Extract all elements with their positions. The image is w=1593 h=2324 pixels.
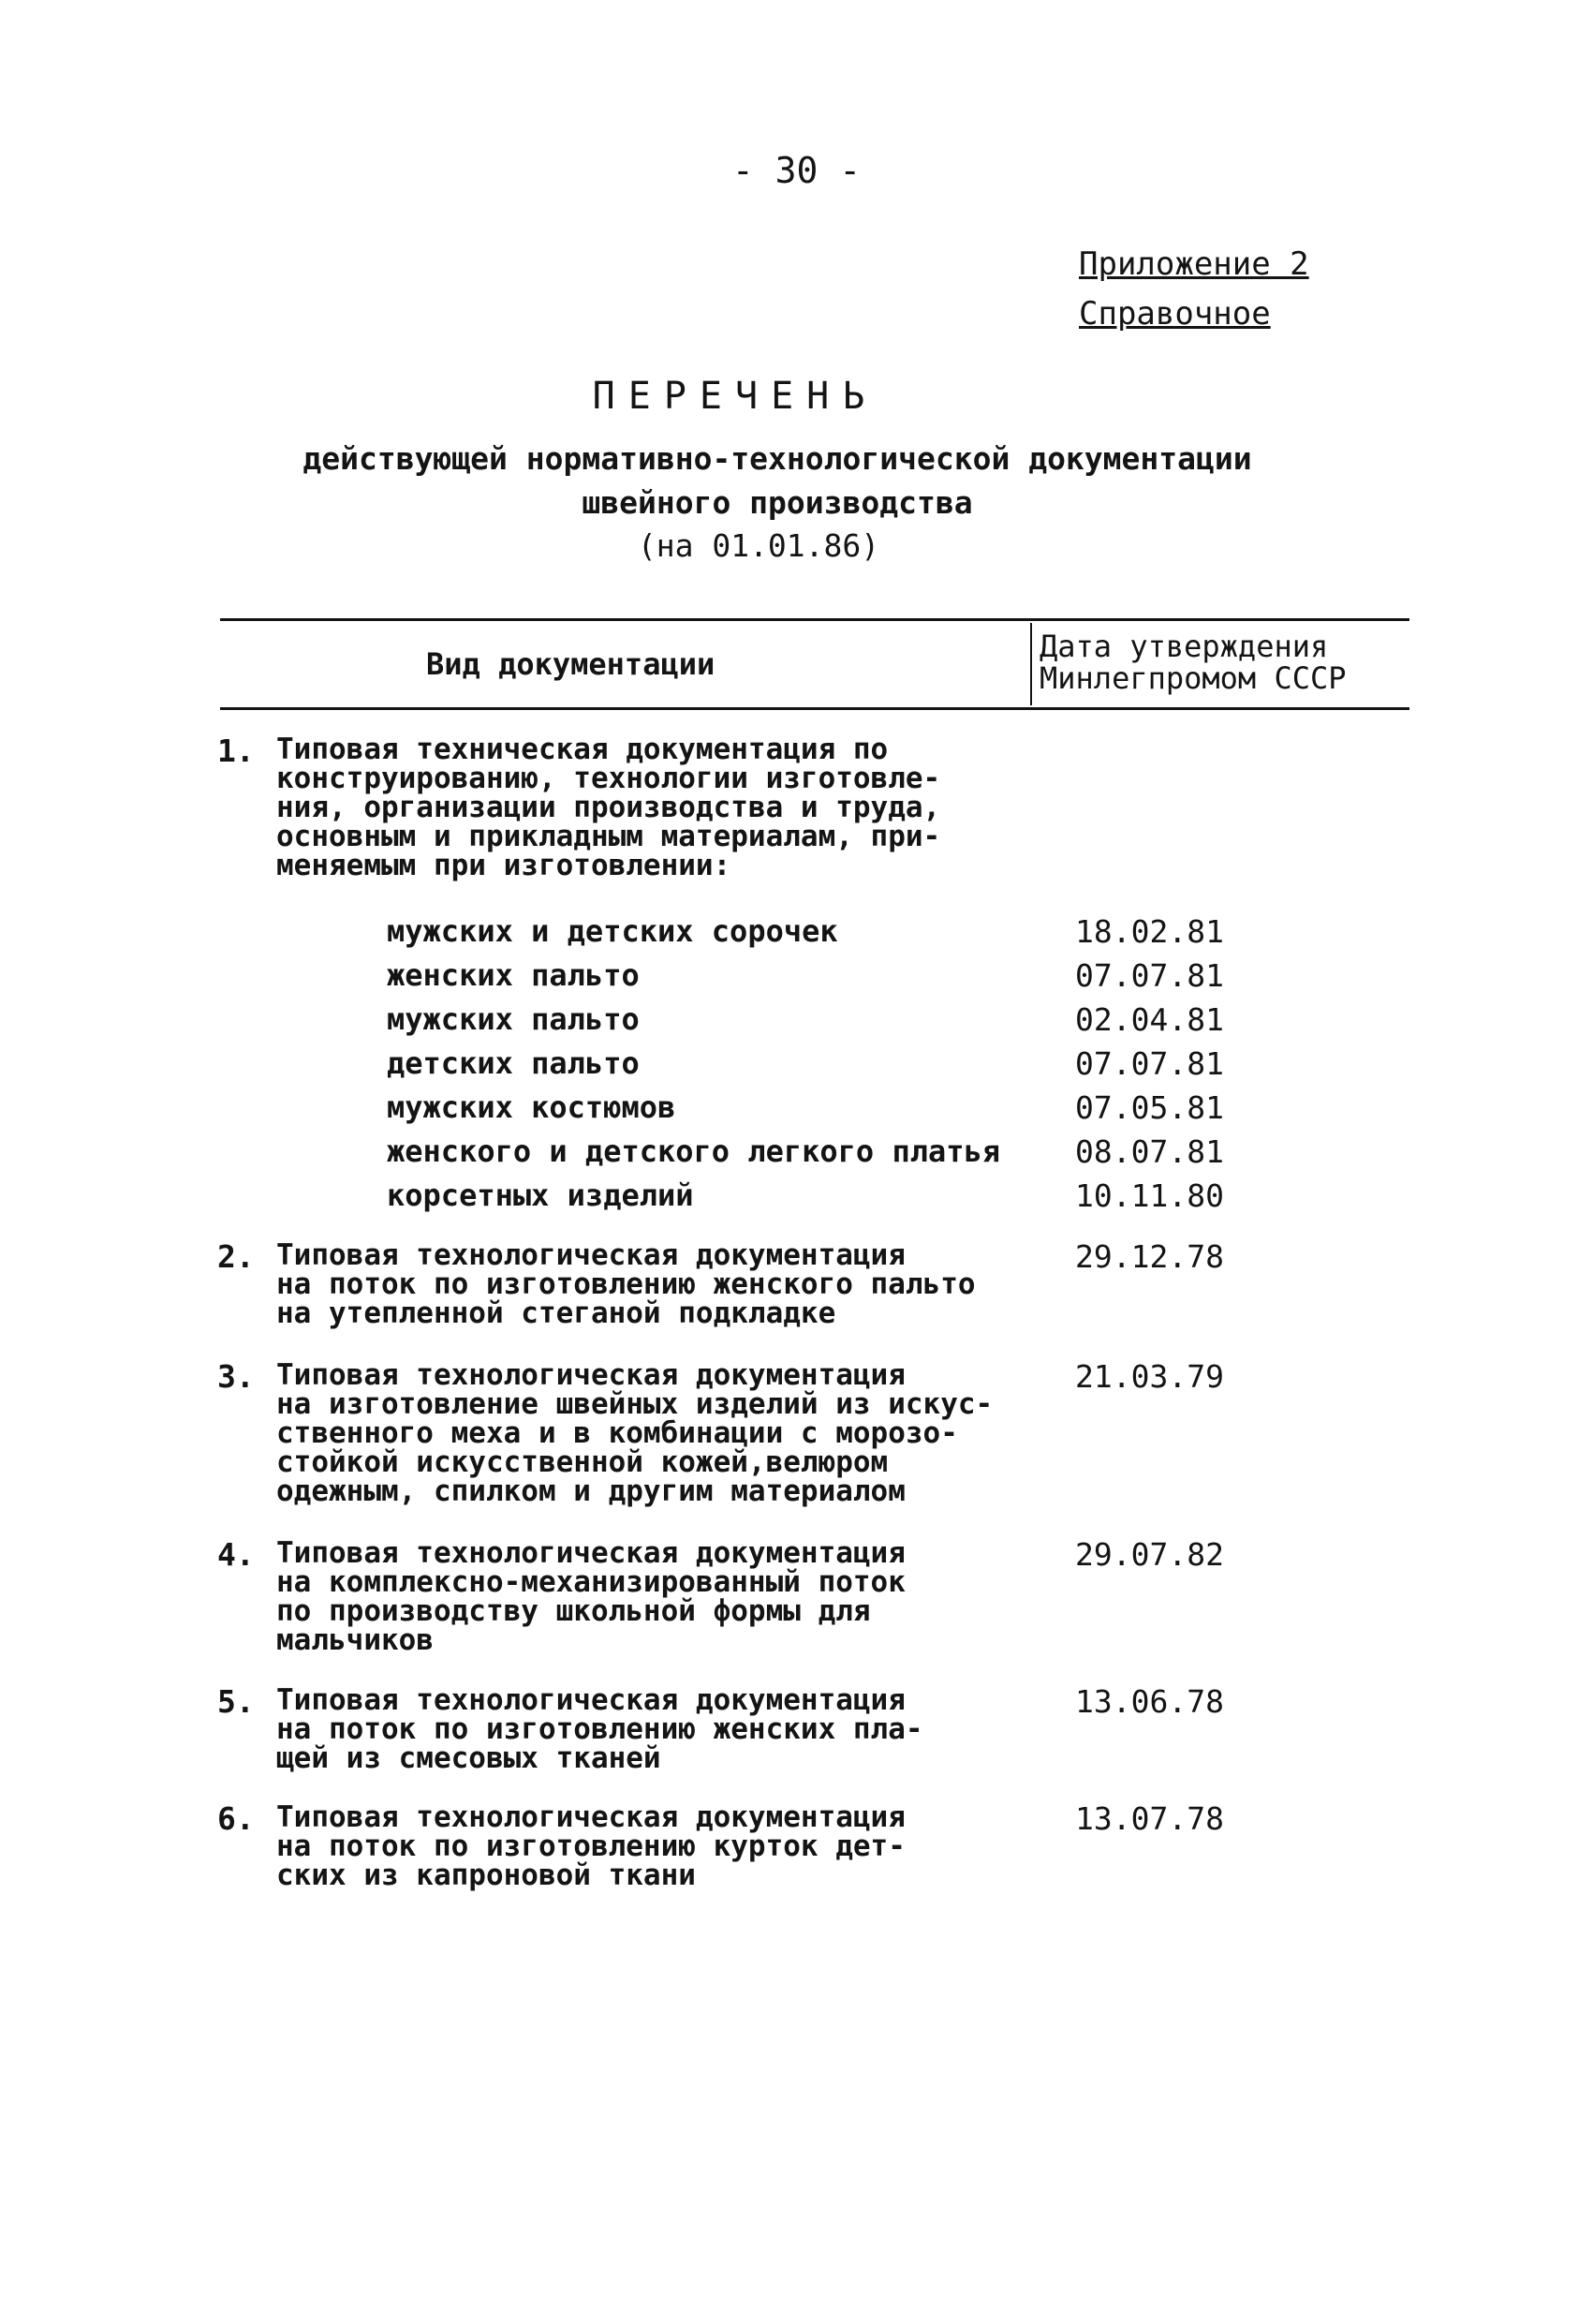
item-text-line: Типовая техническая документация по	[276, 733, 889, 766]
item-text-line: на изготовление швейных изделий из искус-	[276, 1387, 994, 1421]
subitem-label: женского и детского легкого платья	[387, 1133, 1001, 1169]
header-document-type: Вид документации	[426, 646, 715, 682]
item-text-line: на поток по изготовлению женских пла-	[276, 1712, 923, 1746]
item-date: 13.07.78	[1075, 1800, 1224, 1837]
item-text-line: одежным, спилком и другим материалом	[276, 1474, 906, 1508]
header-approval-date-line-2: Минлегпромом СССР	[1040, 660, 1347, 696]
subitem-date: 02.04.81	[1075, 1001, 1224, 1038]
item-date: 21.03.79	[1075, 1358, 1224, 1395]
item-text-line: конструированию, технологии изготовле-	[276, 762, 941, 795]
item-number: 2.	[217, 1238, 255, 1275]
item-number: 5.	[217, 1683, 255, 1720]
page-number: - 30 -	[731, 150, 862, 191]
subitem-label: женских пальто	[387, 957, 640, 993]
subitem-date: 07.07.81	[1075, 1045, 1224, 1082]
item-text-line: на поток по изготовлению женского пальто	[276, 1267, 976, 1301]
header-column-divider	[1030, 623, 1032, 705]
subtitle-date: (на 01.01.86)	[637, 527, 880, 564]
table-top-rule	[220, 618, 1409, 621]
item-number: 1.	[217, 733, 255, 769]
item-number: 3.	[217, 1358, 255, 1395]
item-text-line: на поток по изготовлению курток дет-	[276, 1829, 906, 1863]
appendix-label: Приложение 2	[1079, 245, 1309, 283]
subtitle-line-2: швейного производства	[582, 484, 973, 521]
item-number: 4.	[217, 1536, 255, 1573]
subitem-date: 08.07.81	[1075, 1133, 1224, 1170]
item-text-line: на комплексно-механизированный поток	[276, 1565, 906, 1599]
item-text-line: Типовая технологическая документация	[276, 1358, 906, 1392]
item-text-line: мальчиков	[276, 1623, 434, 1657]
subitem-label: детских пальто	[387, 1045, 640, 1081]
subtitle-line-1: действующей нормативно-технологической документации	[302, 440, 1252, 477]
item-text-line: Типовая технологическая документация	[276, 1536, 906, 1570]
item-date: 29.07.82	[1075, 1536, 1224, 1573]
item-text-line: ния, организации производства и труда,	[276, 791, 941, 824]
subitem-label: мужских костюмов	[387, 1089, 676, 1125]
item-text-line: Типовая технологическая документация	[276, 1800, 906, 1834]
subitem-date: 10.11.80	[1075, 1177, 1224, 1214]
subitem-date: 18.02.81	[1075, 913, 1224, 950]
item-date: 13.06.78	[1075, 1683, 1224, 1720]
item-text-line: Типовая технологическая документация	[276, 1238, 906, 1272]
item-text-line: щей из смесовых тканей	[276, 1741, 661, 1775]
subitem-label: корсетных изделий	[387, 1177, 694, 1213]
item-text-line: ских из капроновой ткани	[276, 1858, 696, 1892]
item-text-line: стойкой искусственной кожей,велюром	[276, 1445, 889, 1479]
subitem-date: 07.07.81	[1075, 957, 1224, 994]
item-text-line: на утепленной стеганой подкладке	[276, 1296, 836, 1330]
table-header-rule	[220, 707, 1409, 710]
item-text-line: основным и прикладным материалам, при-	[276, 820, 941, 853]
appendix-type: Справочное	[1079, 295, 1271, 333]
subitem-label: мужских пальто	[387, 1001, 640, 1037]
item-number: 6.	[217, 1800, 255, 1837]
item-text-line: ственного меха и в комбинации с морозо-	[276, 1416, 958, 1450]
subitem-date: 07.05.81	[1075, 1089, 1224, 1126]
item-text-line: по производству школьной формы для	[276, 1594, 871, 1628]
item-date: 29.12.78	[1075, 1238, 1224, 1275]
subitem-label: мужских и детских сорочек	[387, 913, 838, 949]
item-text-line: меняемым при изготовлении:	[276, 849, 731, 882]
document-title: ПЕРЕЧЕНЬ	[592, 375, 878, 418]
item-text-line: Типовая технологическая документация	[276, 1683, 906, 1717]
header-approval-date-line-1: Дата утверждения	[1040, 629, 1329, 664]
